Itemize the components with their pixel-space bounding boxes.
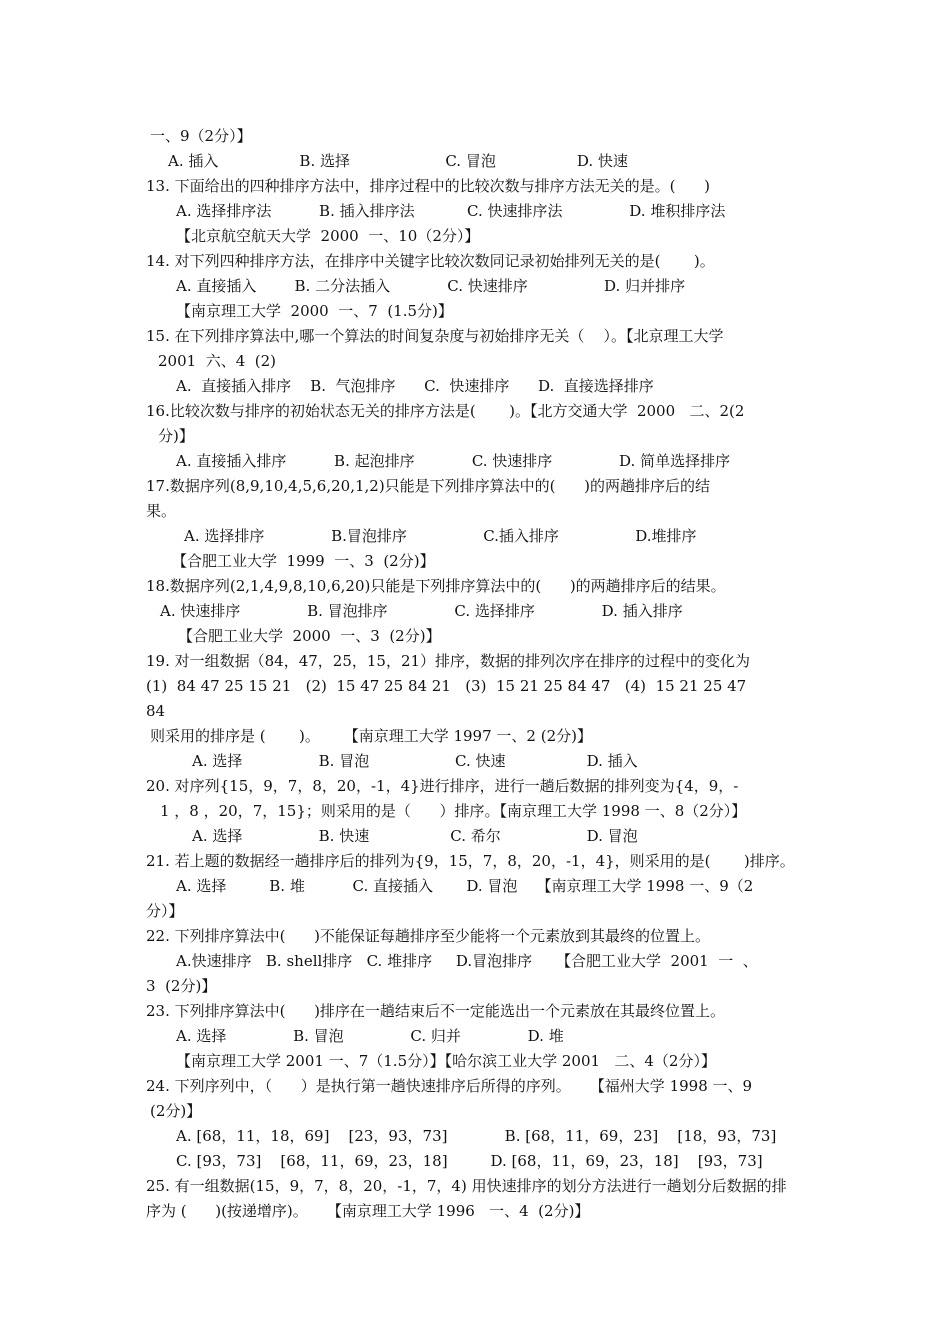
text-line: 2001 六、4 (2) bbox=[158, 352, 277, 370]
text-line: 84 bbox=[146, 702, 166, 720]
text-line: 果。 bbox=[146, 502, 177, 520]
text-line: A. 选择 B. 冒泡 C. 快速 D. 插入 bbox=[192, 752, 638, 770]
text-line: 23. 下列排序算法中( )排序在一趟结束后不一定能选出一个元素放在其最终位置上。 bbox=[146, 1002, 725, 1020]
text-line: A. 选择 B. 堆 C. 直接插入 D. 冒泡 【南京理工大学 1998 一、9（2 bbox=[176, 877, 754, 895]
text-line: 【南京理工大学 2001 一、7（1.5分）】【哈尔滨工业大学 2001 二、4（2分）】 bbox=[176, 1052, 716, 1070]
text-line: 3 (2分)】 bbox=[146, 977, 217, 995]
text-line: A. 直接插入排序 B. 气泡排序 C. 快速排序 D. 直接选择排序 bbox=[176, 377, 654, 395]
text-line: A. 插入 B. 选择 C. 冒泡 D. 快速 bbox=[168, 152, 628, 170]
text-line: 19. 对一组数据（84，47，25，15，21）排序，数据的排列次序在排序的过程中的变化为 bbox=[146, 652, 751, 670]
text-line: 20. 对序列{15，9，7，8，20，-1，4}进行排序，进行一趟后数据的排列变为{4，9，- bbox=[146, 777, 739, 795]
text-line: (2分)】 bbox=[150, 1102, 202, 1120]
text-line: A. 快速排序 B. 冒泡排序 C. 选择排序 D. 插入排序 bbox=[160, 602, 683, 620]
text-line: 18.数据序列(2,1,4,9,8,10,6,20)只能是下列排序算法中的( )的两趟排序后的结果。 bbox=[146, 577, 726, 595]
text-line: 15. 在下列排序算法中,哪一个算法的时间复杂度与初始排序无关（ ）。【北京理工大学 bbox=[146, 327, 724, 345]
text-line: (1) 84 47 25 15 21 (2) 15 47 25 84 21 (3) 15 21 25 84 47 (4) 15 21 25 47 bbox=[146, 677, 747, 695]
text-line: 16.比较次数与排序的初始状态无关的排序方法是( )。【北方交通大学 2000 二、2(2 bbox=[146, 402, 745, 420]
text-line: 【北京航空航天大学 2000 一、10（2分）】 bbox=[176, 227, 480, 245]
text-line: A. 直接插入排序 B. 起泡排序 C. 快速排序 D. 简单选择排序 bbox=[176, 452, 731, 470]
text-line: 分)】 bbox=[158, 427, 194, 445]
text-line: 序为 ( )(按递增序)。 【南京理工大学 1996 一、4 (2分)】 bbox=[146, 1202, 590, 1220]
text-line: 22. 下列排序算法中( )不能保证每趟排序至少能将一个元素放到其最终的位置上。 bbox=[146, 927, 710, 945]
text-line: 25. 有一组数据(15，9，7，8，20，-1，7，4) 用快速排序的划分方法进行一趟划分后数据的排 bbox=[146, 1177, 787, 1195]
text-line: 21. 若上题的数据经一趟排序后的排列为{9，15，7，8，20，-1，4}，则采用的是( )排序。 bbox=[146, 852, 795, 870]
text-line: A. 选择 B. 快速 C. 希尔 D. 冒泡 bbox=[192, 827, 638, 845]
text-line: 17.数据序列(8,9,10,4,5,6,20,1,2)只能是下列排序算法中的( )的两趟排序后的结 bbox=[146, 477, 710, 495]
text-line: 则采用的排序是 ( )。 【南京理工大学 1997 一、2 (2分)】 bbox=[150, 727, 592, 745]
text-line: 1 ，8 ，20，7，15}；则采用的是（ ）排序。【南京理工大学 1998 一、8（2分）】 bbox=[160, 802, 747, 820]
text-line: 14. 对下列四种排序方法，在排序中关键字比较次数同记录初始排列无关的是( )。 bbox=[146, 252, 715, 270]
text-line: A. 选择排序 B.冒泡排序 C.插入排序 D.堆排序 bbox=[184, 527, 697, 545]
text-line: 【合肥工业大学 2000 一、3 (2分)】 bbox=[178, 627, 441, 645]
text-line: 24. 下列序列中，（ ）是执行第一趟快速排序后所得的序列。 【福州大学 1998 一、9 bbox=[146, 1077, 753, 1095]
text-line: 分）】 bbox=[146, 902, 184, 920]
text-line: 【南京理工大学 2000 一、7 (1.5分)】 bbox=[176, 302, 453, 320]
text-line: A.快速排序 B. shell排序 C. 堆排序 D.冒泡排序 【合肥工业大学 2001 一 、 bbox=[176, 952, 758, 970]
text-line: A. [68，11，18，69] [23，93，73] B. [68，11，69，23] [18，93，73] bbox=[176, 1127, 777, 1145]
text-line: 13. 下面给出的四种排序方法中，排序过程中的比较次数与排序方法无关的是。( ) bbox=[146, 177, 710, 195]
text-line: A. 选择排序法 B. 插入排序法 C. 快速排序法 D. 堆积排序法 bbox=[176, 202, 726, 220]
text-line: A. 选择 B. 冒泡 C. 归并 D. 堆 bbox=[176, 1027, 564, 1045]
text-line: C. [93，73] [68，11，69，23，18] D. [68，11，69，23，18] [93，73] bbox=[176, 1152, 763, 1170]
text-line: 一、9（2分）】 bbox=[150, 127, 252, 145]
text-line: 【合肥工业大学 1999 一、3 (2分)】 bbox=[172, 552, 435, 570]
text-line: A. 直接插入 B. 二分法插入 C. 快速排序 D. 归并排序 bbox=[176, 277, 686, 295]
